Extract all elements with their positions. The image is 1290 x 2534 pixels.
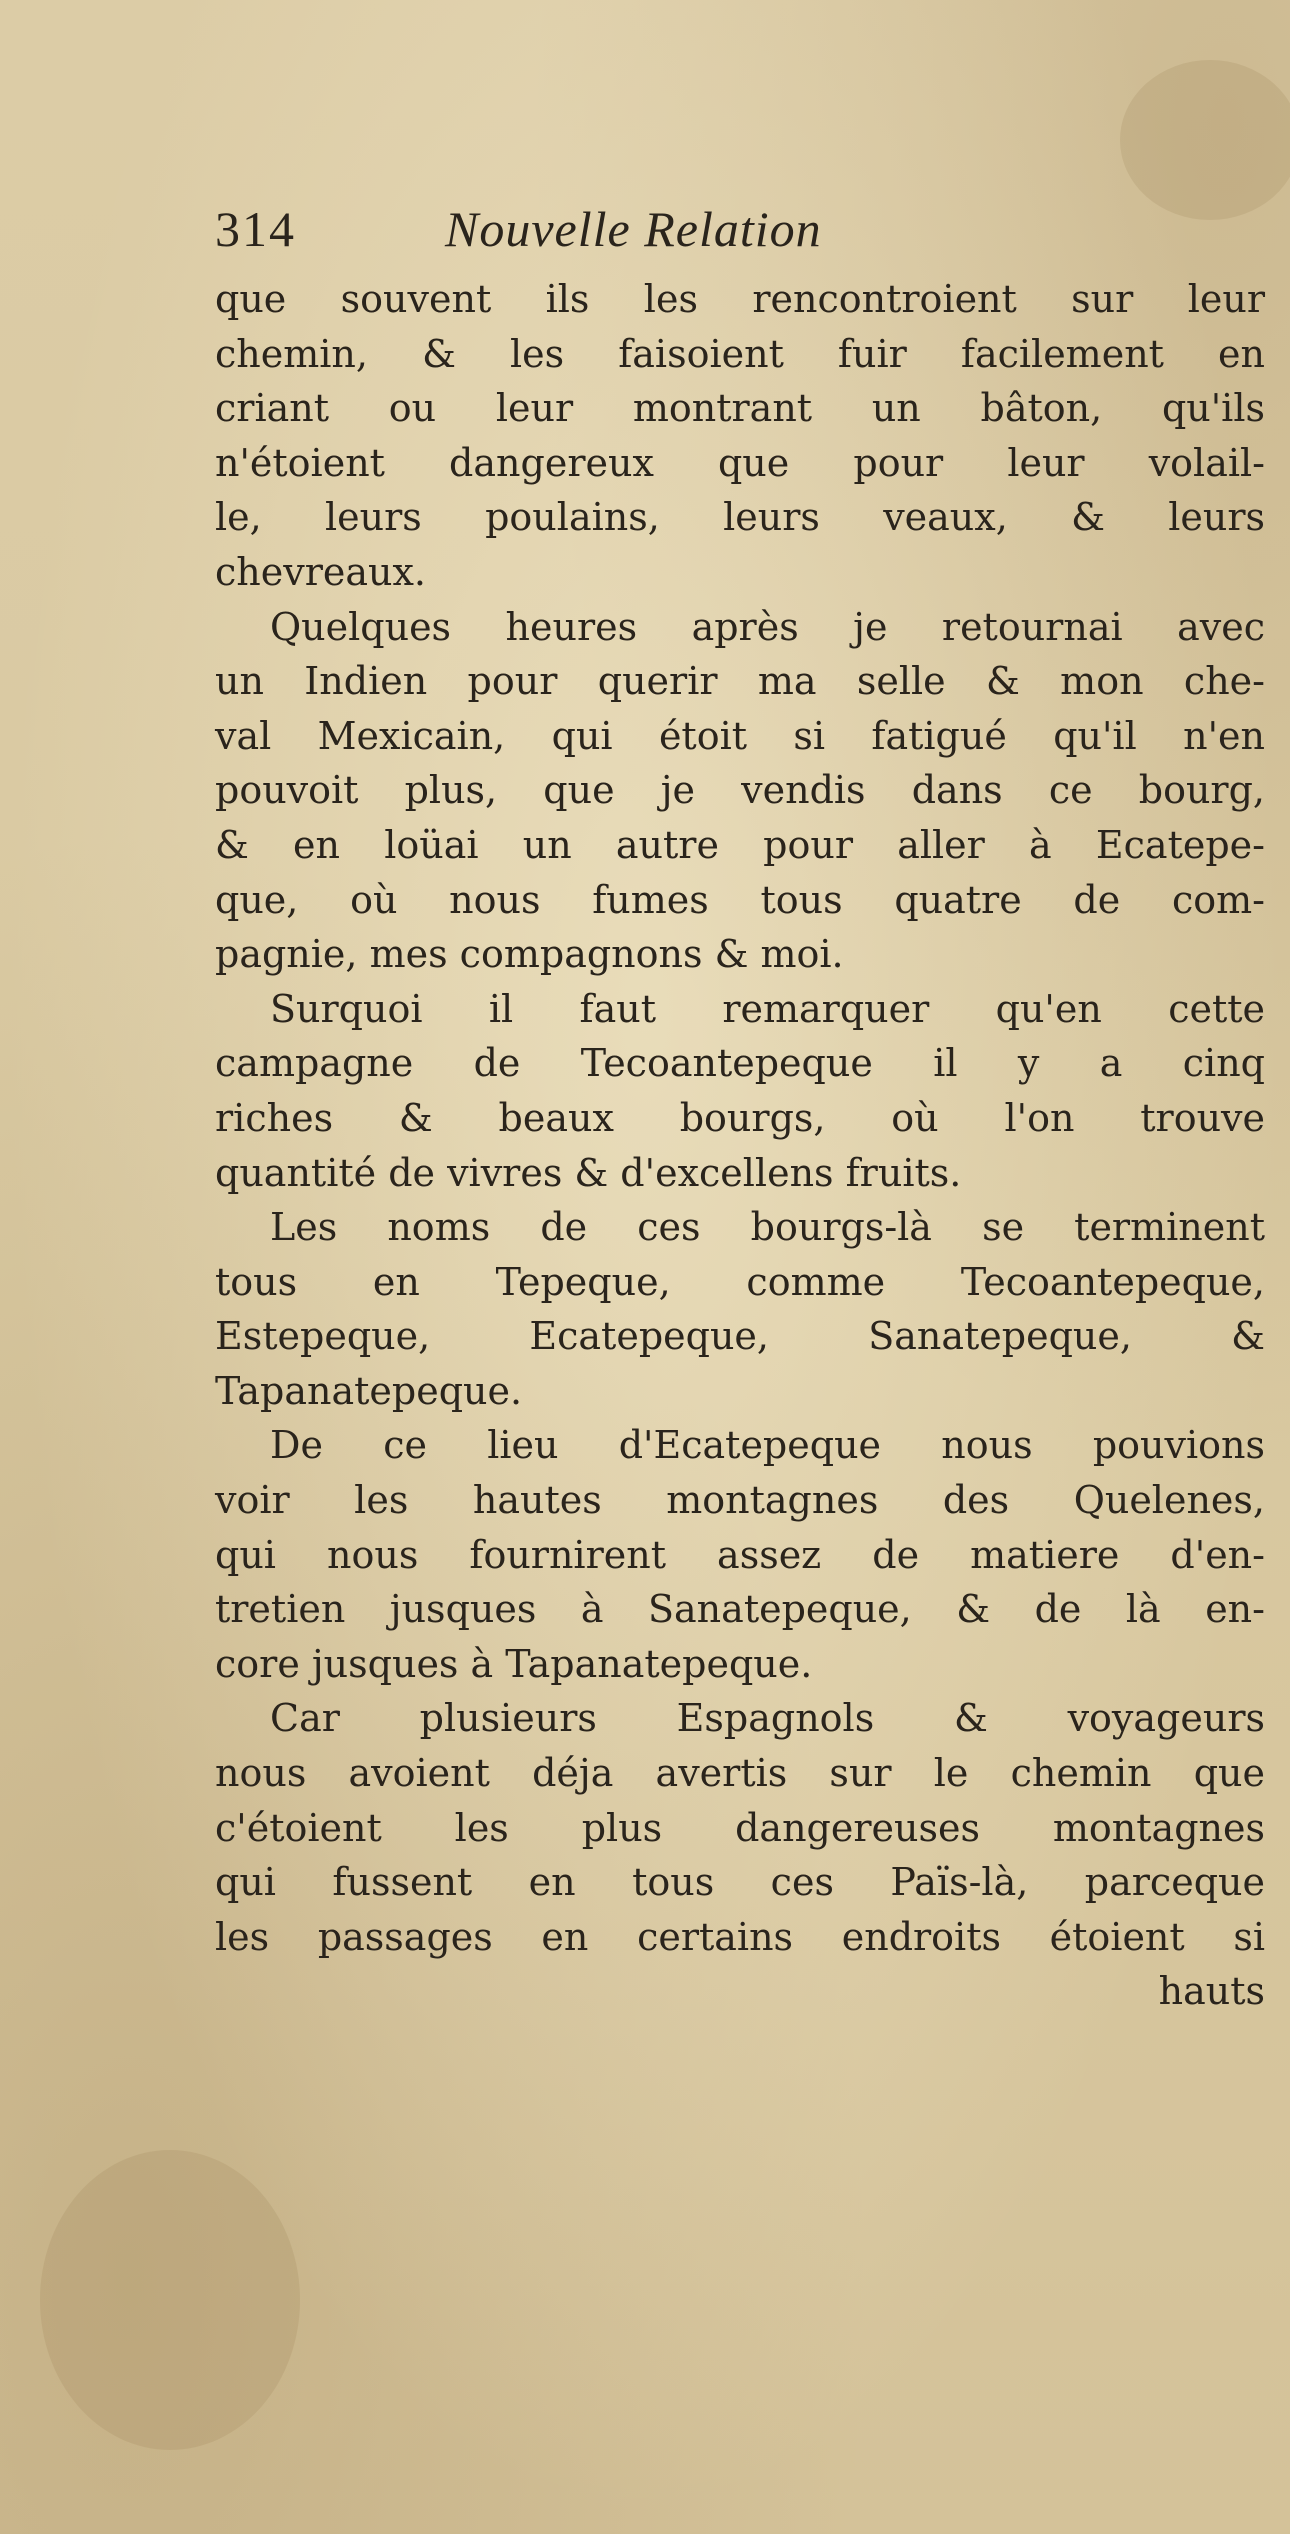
text-line: Estepeque, Ecatepeque, Sanatepeque, & xyxy=(215,1314,1265,1359)
text-line: chevreaux. xyxy=(215,549,427,594)
text-line: chemin, & les faisoient fuir facilement en xyxy=(215,331,1265,376)
text-line: que souvent ils les rencontroient sur leur xyxy=(215,277,1265,321)
text-line: voir les hautes montagnes des Quelenes, xyxy=(215,1478,1265,1523)
page-number: 314 xyxy=(215,201,296,257)
text-line: campagne de Tecoantepeque il y a cinq xyxy=(215,1041,1265,1086)
text-line: tous en Tepeque, comme Tecoantepeque, xyxy=(215,1259,1265,1304)
text-line: qui fussent en tous ces Païs-là, parceque xyxy=(215,1860,1265,1905)
text-line: un Indien pour querir ma selle & mon che- xyxy=(215,659,1265,704)
text-line: nous avoient déja avertis sur le chemin que xyxy=(215,1751,1265,1796)
text-line: qui nous fournirent assez de matiere d'en- xyxy=(215,1532,1265,1577)
text-line: le, leurs poulains, leurs veaux, & leurs xyxy=(215,495,1265,540)
text-line: De ce lieu d'Ecatepeque nous pouvions xyxy=(270,1423,1265,1468)
text-line: c'étoient les plus dangereuses montagnes xyxy=(215,1805,1265,1850)
text-line: pouvoit plus, que je vendis dans ce bourg, xyxy=(215,768,1265,813)
text-line: core jusques à Tapanatepeque. xyxy=(215,1641,813,1686)
text-block xyxy=(215,200,1265,2019)
text-line: Car plusieurs Espagnols & voyageurs xyxy=(270,1696,1265,1741)
page-header xyxy=(215,200,1265,270)
body-text xyxy=(215,272,1265,2019)
text-line: quantité de vivres & d'excellens fruits. xyxy=(215,1150,962,1195)
text-line: les passages en certains endroits étoient si xyxy=(215,1914,1265,1959)
text-line: Surquoi il faut remarquer qu'en cette xyxy=(270,986,1265,1031)
text-line: val Mexicain, qui étoit si fatigué qu'il n'en xyxy=(215,713,1265,758)
text-line: n'étoient dangereux que pour leur volail- xyxy=(215,440,1265,485)
text-line: Les noms de ces bourgs-là se terminent xyxy=(270,1205,1265,1250)
text-line: Quelques heures après je retournai avec xyxy=(270,604,1265,649)
text-line: tretien jusques à Sanatepeque, & de là en- xyxy=(215,1587,1265,1632)
text-line: riches & beaux bourgs, où l'on trouve xyxy=(215,1095,1265,1140)
text-line: Tapanatepeque. xyxy=(215,1368,523,1413)
text-line: pagnie, mes compagnons & moi. xyxy=(215,932,844,977)
text-line: que, où nous fumes tous quatre de com- xyxy=(215,877,1265,922)
paper-stain xyxy=(40,2150,300,2450)
catchword: hauts xyxy=(1158,1969,1265,2014)
running-head: Nouvelle Relation xyxy=(445,201,822,257)
paper-stain xyxy=(1120,60,1290,220)
text-line: & en loüai un autre pour aller à Ecatepe- xyxy=(215,822,1265,867)
text-line: criant ou leur montrant un bâton, qu'ils xyxy=(215,386,1265,431)
